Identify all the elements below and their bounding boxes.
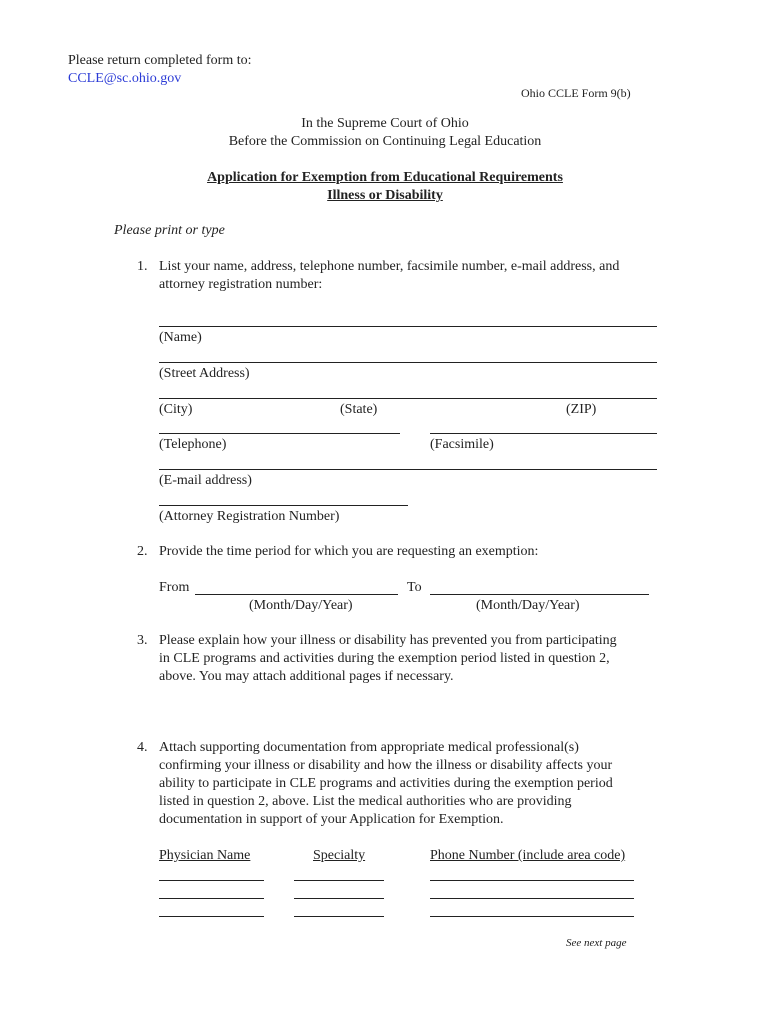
q1-number: 1. <box>137 259 148 274</box>
see-next-page: See next page <box>566 937 627 949</box>
facsimile-field-line[interactable] <box>430 433 657 434</box>
q2-number: 2. <box>137 544 148 559</box>
physician-name-line-2[interactable] <box>159 898 264 899</box>
zip-label: (ZIP) <box>566 402 597 417</box>
email-label: (E-mail address) <box>159 473 252 488</box>
city-label: (City) <box>159 402 193 417</box>
q4-number: 4. <box>137 740 148 755</box>
physician-name-line-1[interactable] <box>159 880 264 881</box>
from-label: From <box>159 580 190 595</box>
court-name: In the Supreme Court of Ohio <box>301 116 469 131</box>
print-instruction: Please print or type <box>114 223 225 238</box>
q1-text-line2: attorney registration number: <box>159 277 323 292</box>
form-subtitle: Illness or Disability <box>327 188 443 203</box>
email-field-line[interactable] <box>159 469 657 470</box>
physician-name-header: Physician Name <box>159 848 251 863</box>
return-instruction: Please return completed form to: <box>68 53 252 68</box>
q4-text-line2: confirming your illness or disability and how the illness or disability affects your <box>159 758 613 773</box>
registration-field-line[interactable] <box>159 505 408 506</box>
q2-text: Provide the time period for which you are requesting an exemption: <box>159 544 539 559</box>
name-field-line[interactable] <box>159 326 657 327</box>
facsimile-label: (Facsimile) <box>430 437 494 452</box>
telephone-field-line[interactable] <box>159 433 400 434</box>
q4-text-line3: ability to participate in CLE programs and activities during the exemption period <box>159 776 613 791</box>
form-title: Application for Exemption from Educational Requirements <box>207 170 563 185</box>
specialty-header: Specialty <box>313 848 366 863</box>
phone-line-1[interactable] <box>430 880 634 881</box>
form-id: Ohio CCLE Form 9(b) <box>521 86 631 100</box>
q3-text-line1: Please explain how your illness or disability has prevented you from participating <box>159 633 617 648</box>
specialty-line-2[interactable] <box>294 898 384 899</box>
specialty-line-1[interactable] <box>294 880 384 881</box>
telephone-label: (Telephone) <box>159 437 227 452</box>
name-label: (Name) <box>159 330 202 345</box>
q4-text-line1: Attach supporting documentation from appropriate medical professional(s) <box>159 740 579 755</box>
to-date-format: (Month/Day/Year) <box>476 598 580 613</box>
from-date-format: (Month/Day/Year) <box>249 598 353 613</box>
q4-text-line4: listed in question 2, above. List the medical authorities who are providing <box>159 794 572 809</box>
specialty-line-3[interactable] <box>294 916 384 917</box>
street-field-line[interactable] <box>159 362 657 363</box>
from-date-line[interactable] <box>195 594 398 595</box>
to-label: To <box>407 580 422 595</box>
q3-text-line3: above. You may attach additional pages if necessary. <box>159 669 454 684</box>
phone-line-2[interactable] <box>430 898 634 899</box>
q3-number: 3. <box>137 633 148 648</box>
phone-number-header: Phone Number (include area code) <box>430 848 626 863</box>
phone-line-3[interactable] <box>430 916 634 917</box>
q3-text-line2: in CLE programs and activities during the exemption period listed in question 2, <box>159 651 610 666</box>
return-email-link[interactable]: CCLE@sc.ohio.gov <box>68 71 182 86</box>
city-state-zip-field-line[interactable] <box>159 398 657 399</box>
registration-label: (Attorney Registration Number) <box>159 509 340 524</box>
state-label: (State) <box>340 402 378 417</box>
q4-text-line5: documentation in support of your Application for Exemption. <box>159 812 504 827</box>
q1-text-line1: List your name, address, telephone number, facsimile number, e-mail address, and <box>159 259 620 274</box>
to-date-line[interactable] <box>430 594 649 595</box>
physician-name-line-3[interactable] <box>159 916 264 917</box>
commission-name: Before the Commission on Continuing Legal Education <box>228 134 542 149</box>
street-label: (Street Address) <box>159 366 250 381</box>
